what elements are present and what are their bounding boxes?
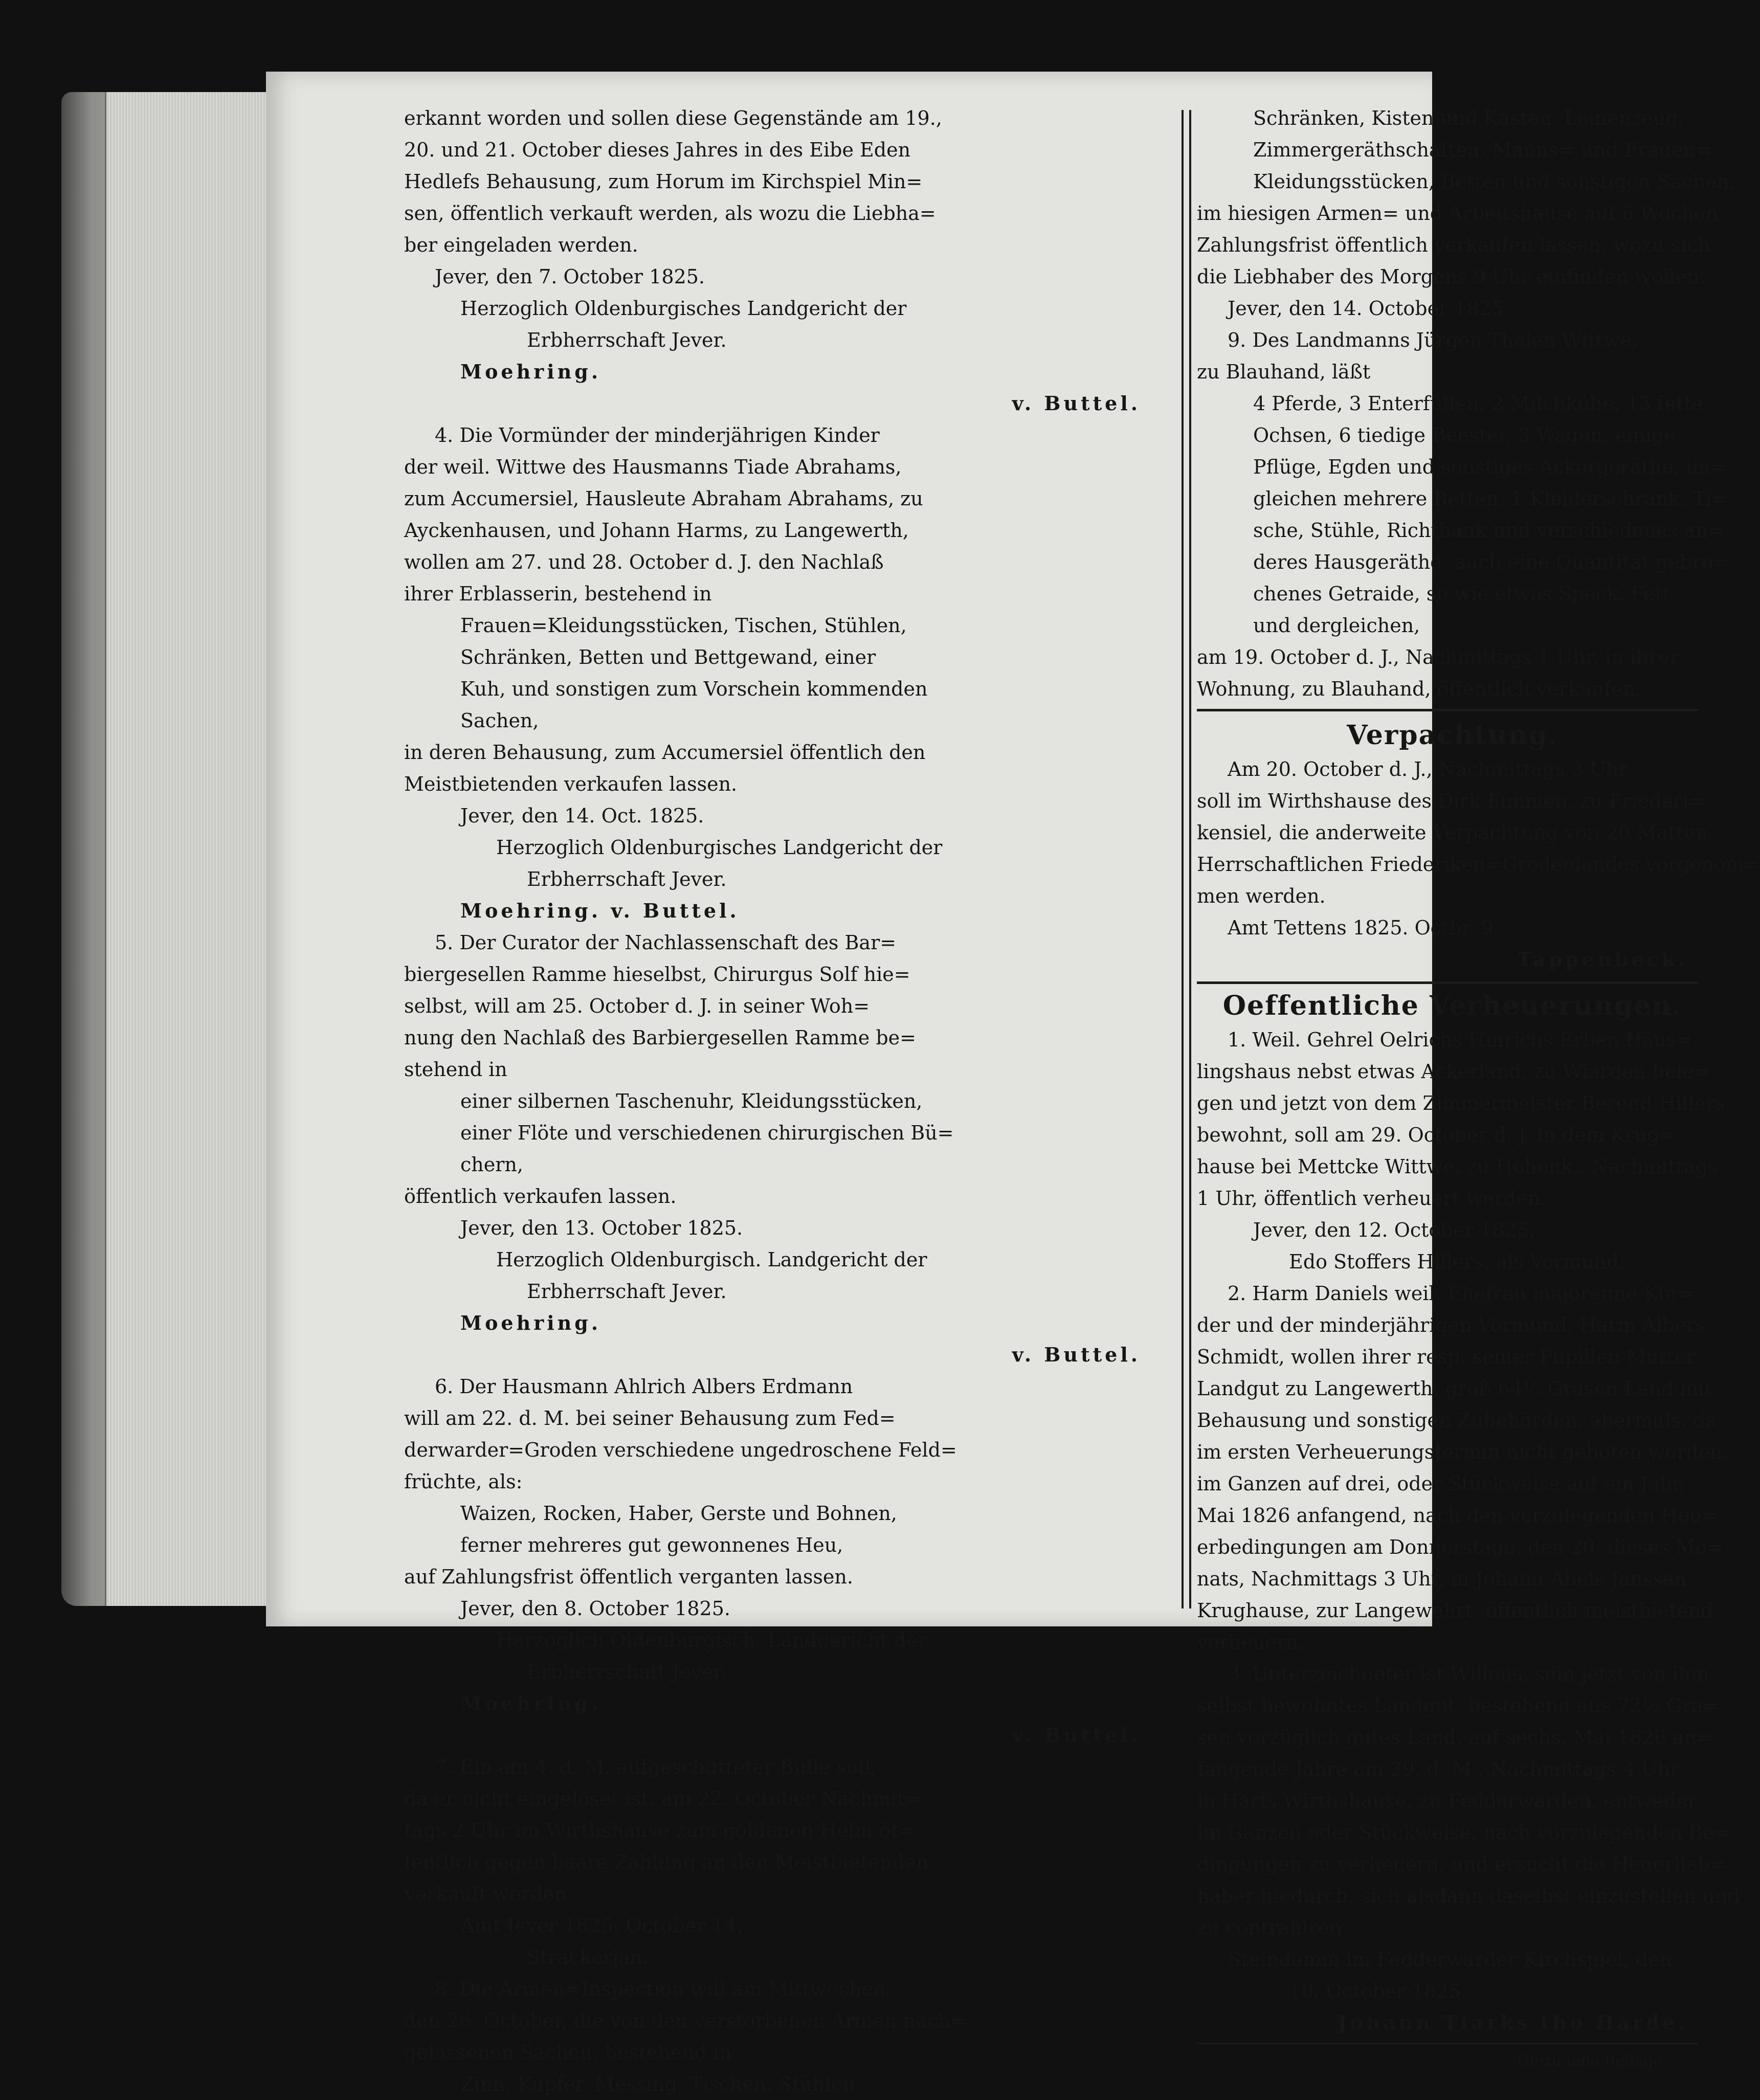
text-line: Behausung und sonstigen Zubehörden, abermals, da	[1197, 1409, 1718, 1432]
text-line: chern,	[460, 1153, 523, 1176]
text-line: Frauen=Kleidungsstücken, Tischen, Stühlen,	[460, 614, 907, 637]
text-line: Herzoglich Oldenburgisch. Landgericht der	[496, 1629, 927, 1651]
text-line: gelassenen Sachen, bestehend in	[404, 2041, 732, 2064]
text-line: men werden.	[1197, 885, 1326, 907]
text-line: Ayckenhausen, und Johann Harms, zu Langewerth,	[404, 519, 909, 542]
text-line: ihrer Erblasserin, bestehend in	[404, 583, 712, 605]
text-line: dingungen zu verheuern, und ersucht die Heuerlieb=	[1197, 1853, 1726, 1875]
text-line: biergesellen Ramme hieselbst, Chirurgus Solf hie=	[404, 963, 910, 986]
supplement-note: Hiezu eine Beilage.	[1516, 2052, 1667, 2070]
text-line: den 26. October, die von den verstorbenen Armen nach=	[404, 2009, 967, 2032]
text-line: Erbherrschaft Jever.	[527, 1661, 727, 1683]
text-line: der und der minderjährigen Vormund, Harm Albers	[1197, 1314, 1706, 1336]
text-line: Schränken, Betten und Bettgewand, einer	[460, 646, 876, 668]
column-divider-left	[1182, 110, 1184, 1608]
text-line: sen, öffentlich verkauft werden, als wozu die Liebha=	[404, 202, 936, 225]
text-line: haber hiedurch, sich alsdann daselbst einzustellen und	[1197, 1885, 1740, 1907]
text-line: Ochsen, 6 tiedige Beester, 3 Wagen, einige	[1253, 424, 1676, 446]
text-line: 6. Der Hausmann Ahlrich Albers Erdmann	[435, 1375, 853, 1398]
text-line: Mai 1826 anfangend, nach den vorzulegenden Heu=	[1197, 1504, 1719, 1527]
text-line: lingshaus nebst etwas Ackerland, zu Wiarden bele=	[1197, 1060, 1710, 1083]
text-line: in Harfs Wirthshause, zu Fedderwarden, entweder	[1197, 1790, 1697, 1812]
text-line: Moehring.	[460, 360, 601, 383]
text-line: soll im Wirthshause des Dirk Fimmen, zu Friederi=	[1197, 790, 1705, 812]
text-line: Amt Jever 1825. October 14.	[460, 1914, 743, 1937]
text-line: sen vorzüglich gutes Land, auf sechs, Mai 1826 an=	[1197, 1726, 1713, 1749]
text-line: stehend in	[404, 1058, 507, 1081]
text-line: Erbherrschaft Jever.	[527, 329, 727, 351]
section-rule	[1197, 2043, 1698, 2044]
text-line: da er nicht eingelöset ist, am 22. October Nachmit=	[404, 1788, 921, 1810]
text-line: zu Blauhand, läßt	[1197, 361, 1371, 383]
text-line: kensiel, die anderweite Verpachtung von 20 Matten	[1197, 821, 1708, 844]
text-line: Jever, den 7. October 1825.	[435, 265, 705, 288]
right-column	[1197, 102, 1760, 2077]
text-line: Strackerjan.	[527, 1946, 649, 1969]
text-line: bewohnt, soll am 29. October d. J. in dem Krug=	[1197, 1124, 1676, 1146]
text-line: Meistbietenden verkaufen lassen.	[404, 773, 738, 795]
text-line: verheuern.	[1197, 1631, 1305, 1654]
text-line: Krughause, zur Langewehrt, öffentlich meistbietend	[1197, 1599, 1713, 1622]
text-line: 7. Ein am 4. d. M. aufgeschütteter Bulle soll,	[435, 1756, 877, 1778]
text-line: Moehring. v. Buttel.	[460, 899, 740, 922]
text-line: derwarder=Groden verschiedene ungedroschene Feld=	[404, 1439, 957, 1461]
text-line: der weil. Wittwe des Hausmanns Tiade Abrahams,	[404, 456, 902, 478]
text-line: im Ganzen oder Stückweise, nach vorzulegenden Be=	[1197, 1821, 1731, 1844]
text-line: Jever, den 13. October 1825.	[460, 1217, 743, 1239]
text-line: v. Buttel.	[1012, 392, 1141, 415]
text-line: verkauft werden.	[404, 1883, 573, 1905]
text-line: fangende Jahre am 29. d. M., Nachmittags 4 Uhr,	[1197, 1758, 1684, 1780]
text-line: 5. Der Curator der Nachlassenschaft des Bar=	[435, 931, 897, 954]
text-line: wollen am 27. und 28. October d. J. den Nachlaß	[404, 551, 884, 573]
text-line: Jever, den 14. Oct. 1825.	[460, 805, 704, 827]
text-line: Am 20. October d. J., Nachmittags 3 Uhr,	[1228, 758, 1632, 780]
text-line: 3. Unterzeichneter ist Willens, sein jetzt von ihm	[1228, 1663, 1709, 1685]
text-line: nats, Nachmittags 3 Uhr, in Johann Abels Janssen	[1197, 1568, 1687, 1590]
text-line: Johann Tiarks tho Harde.	[1338, 2011, 1688, 2034]
column-divider-right	[1189, 110, 1191, 1608]
text-line: einer Flöte und verschiedenen chirurgischen Bü=	[460, 1122, 954, 1144]
text-line: Herzoglich Oldenburgisches Landgericht der	[460, 297, 907, 320]
text-line: öffentlich verkaufen lassen.	[404, 1185, 677, 1208]
text-line: am 19. October d. J., Nachmittags 1 Uhr, in ihrer	[1197, 646, 1679, 668]
text-line: ferner mehreres gut gewonnenes Heu,	[460, 1534, 843, 1556]
left-column	[404, 102, 1161, 2100]
text-line: Herrschaftlichen Friederiken=Grodenlandes vorgenom=	[1197, 853, 1760, 876]
text-line: Jever, den 14. October 1825.	[1228, 297, 1510, 320]
right-column-top	[1197, 102, 1735, 705]
text-line: erbedingungen am Donnerstage, den 20. dieses Mo=	[1197, 1536, 1724, 1558]
text-line: Zahlungsfrist öffentlich verkaufen lassen, wozu sich	[1197, 234, 1710, 256]
text-line: Landgut zu Langewerth, groß 64½ Grasen Land mit	[1197, 1377, 1712, 1400]
text-line: Kuh, und sonstigen zum Vorschein kommenden	[460, 678, 928, 700]
text-line: 10. October 1825.	[1289, 1980, 1467, 2002]
newspaper-page	[266, 72, 1760, 2095]
page-stack-edge	[105, 92, 270, 1606]
text-line: gen und jetzt von dem Zimmermeister Berend Hillers	[1197, 1092, 1725, 1114]
text-line: Steindamm im Fedderwarder Kirchspiel, den	[1228, 1948, 1672, 1971]
text-line: 1 Uhr, öffentlich verheuert werden.	[1197, 1187, 1547, 1210]
text-line: hause bei Mettcke Wittwe, zu Hohenk., Nachmittags	[1197, 1155, 1718, 1178]
text-line: v. Buttel.	[1012, 1343, 1141, 1366]
text-line: Erbherrschaft Jever.	[527, 1280, 727, 1303]
text-line: Zinn, Kupfer, Messing, Tischen, Stühlen,	[460, 2073, 861, 2095]
text-line: erkannt worden und sollen diese Gegenstände am 19.,	[404, 107, 942, 129]
text-line: Pflüge, Egden und sonstiges Ackergeräthe, im=	[1253, 456, 1727, 478]
text-line: sche, Stühle, Richtbank und verschiedenes an=	[1253, 519, 1724, 542]
text-line: im ersten Verheuerungstermin nicht geboten worden,	[1197, 1441, 1729, 1463]
text-line: Sachen,	[460, 709, 539, 732]
text-line: 9. Des Landmanns Jürgen Thalen Wittwe,	[1228, 329, 1638, 351]
text-line: selbst, will am 25. October d. J. in seiner Woh=	[404, 995, 870, 1017]
text-line: Herzoglich Oldenburgisches Landgericht der	[496, 836, 943, 859]
text-line: Hedlefs Behausung, zum Horum im Kirchspiel Min=	[404, 170, 923, 193]
text-line: Moehring.	[460, 1311, 601, 1334]
text-line: tags 2 Uhr im Wirthshause zum goldenen Helm öf=	[404, 1819, 915, 1842]
text-line: v. Buttel.	[1012, 1724, 1141, 1747]
text-line: Erbherrschaft Jever.	[527, 868, 727, 890]
text-line: ber eingeladen werden.	[404, 234, 638, 256]
heading-verpachtung: Verpachtung.	[1347, 720, 1558, 751]
section-rule	[1197, 981, 1698, 984]
text-line: im Ganzen auf drei, oder Stückweise auf ein Jahr,	[1197, 1472, 1686, 1495]
text-line: Amt Tettens 1825. Octbr. 9.	[1228, 917, 1500, 939]
text-line: 4. Die Vormünder der minderjährigen Kinder	[435, 424, 880, 446]
text-line: 20. und 21. October dieses Jahres in des Eibe Eden	[404, 139, 911, 161]
text-line: Kleidungsstücken, Betten und sonstigen Sachen,	[1253, 170, 1735, 193]
text-line: 2. Harm Daniels weil. Ehefrau majorenne Kin=	[1228, 1282, 1694, 1305]
text-line: Schränken, Kisten und Kasten, Leinenzeug,	[1253, 107, 1684, 129]
text-line: Schmidt, wollen ihrer resp. seiner Pupillen Mutter	[1197, 1346, 1696, 1368]
text-line: Tappenbeck.	[1517, 948, 1688, 971]
text-line: und dergleichen,	[1253, 614, 1420, 637]
text-line: 4 Pferde, 3 Enterfüllen, 2 Milchkühe, 13 fette	[1253, 392, 1703, 415]
text-line: 8. Die Armen=Inspection will am Mittwochen,	[435, 1978, 892, 2000]
text-line: in deren Behausung, zum Accumersiel öffentlich den	[404, 741, 926, 764]
text-line: nung den Nachlaß des Barbiergesellen Ramme be=	[404, 1026, 916, 1049]
text-line: Wohnung, zu Blauhand, öffentlich verkaufen.	[1197, 678, 1642, 700]
text-line: auf Zahlungsfrist öffentlich verganten lassen.	[404, 1566, 853, 1588]
text-line: Jever, den 12. October 1825.	[1253, 1219, 1536, 1241]
text-line: einer silbernen Taschenuhr, Kleidungsstücken,	[460, 1090, 923, 1112]
text-line: Zimmergeräthschaften, Manns= und Frauen=	[1253, 139, 1712, 161]
text-line: Waizen, Rocken, Haber, Gerste und Bohnen,	[460, 1502, 897, 1525]
text-line: will am 22. d. M. bei seiner Behausung zum Fed=	[404, 1407, 896, 1429]
text-line: fentlich gegen baare Zahlung an den Meistbietenden	[404, 1851, 929, 1873]
text-line: Herzoglich Oldenburgisch. Landgericht der	[496, 1248, 927, 1271]
text-line: gleichen mehrere Betten, 1 Kleiderschrank, Ti=	[1253, 487, 1728, 510]
section-rule	[1197, 709, 1698, 711]
text-line: früchte, als:	[404, 1470, 523, 1493]
text-line: die Liebhaber des Morgens 9 Uhr einfinden wollen.	[1197, 265, 1706, 288]
text-line: im hiesigen Armen= und Arbeitshause auf 6 Wochen	[1197, 202, 1718, 225]
text-line: selbst bewohntes Landgut, bestehend aus 72½ Gra=	[1197, 1694, 1720, 1717]
text-line: deres Hausgeräthe, auch eine Quantität gebro=	[1253, 551, 1729, 573]
text-line: Edo Stoffers Hillers, als Vormund.	[1289, 1250, 1625, 1273]
heading-verheuerungen: Oeffentliche Verheuerungen.	[1222, 990, 1683, 1021]
text-line: chenes Getraide, so wie etwas Speck, Fett	[1253, 583, 1670, 605]
text-line: zu contrahiren.	[1197, 1916, 1348, 1939]
text-line: Moehring.	[460, 1692, 601, 1715]
text-line: 1. Weil. Gehrel Oelrichs Hinrichs Erben Häus=	[1228, 1029, 1693, 1051]
verheuerungen-body	[1197, 1024, 1740, 2039]
text-line: zum Accumersiel, Hausleute Abraham Abrahams, zu	[404, 487, 923, 510]
verpachtung-body	[1197, 753, 1760, 975]
text-line: Jever, den 8. October 1825.	[460, 1597, 730, 1620]
